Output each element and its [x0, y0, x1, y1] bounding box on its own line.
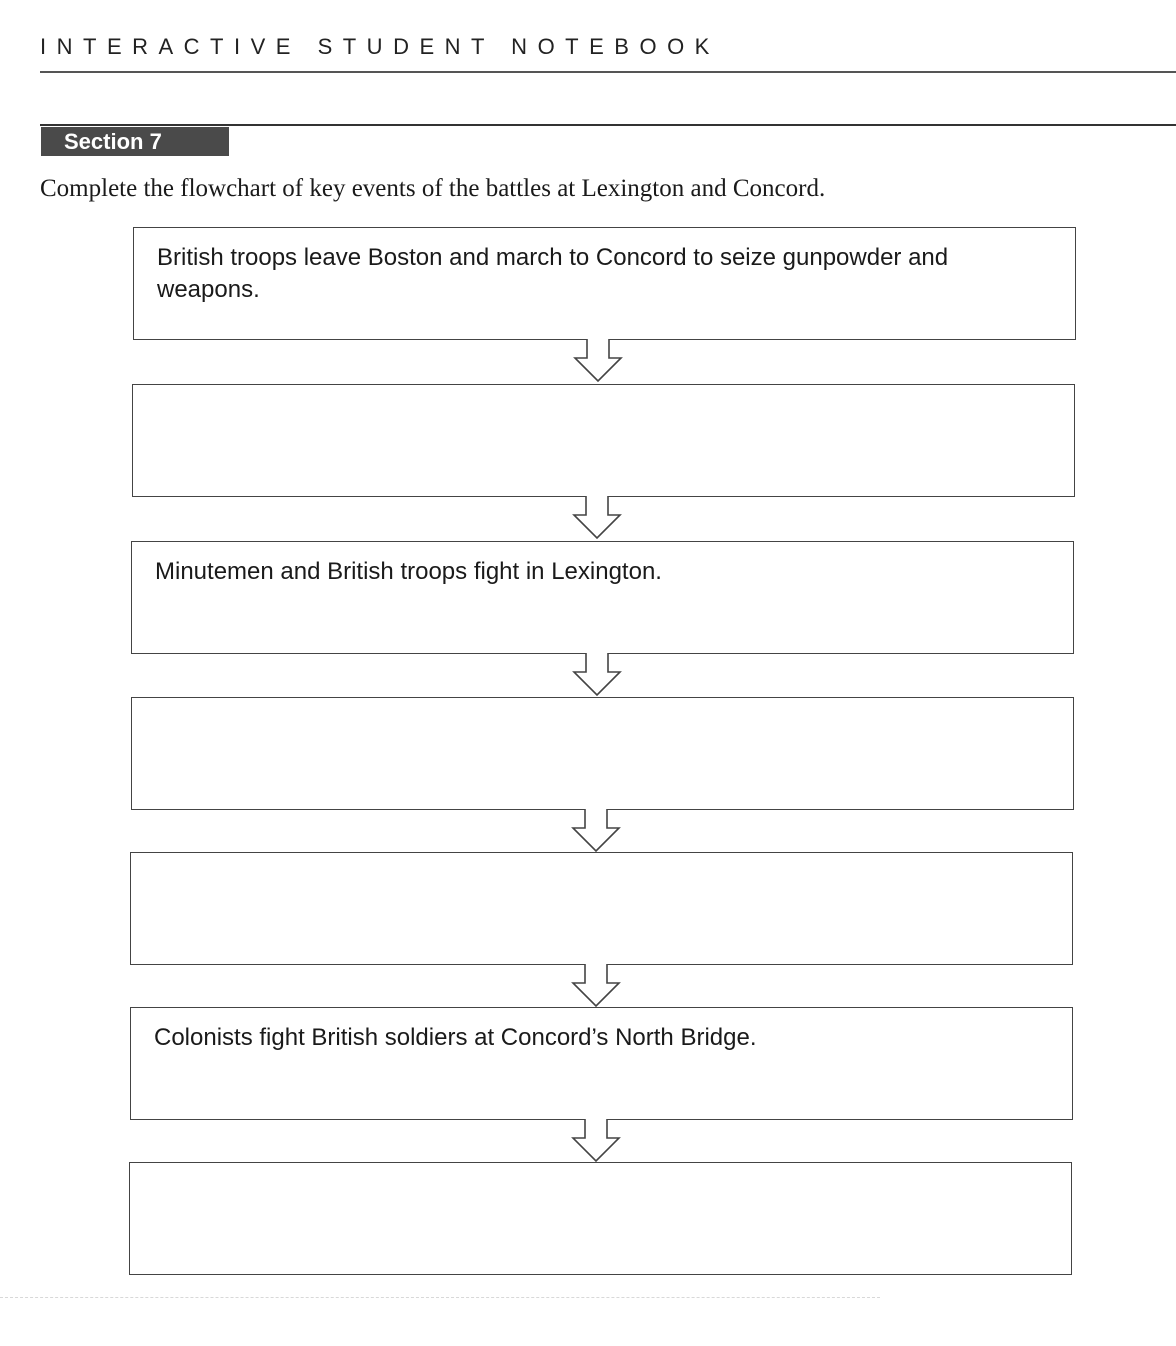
flow-box-7[interactable]	[129, 1162, 1072, 1275]
flow-box-3: Minutemen and British troops fight in Lexington.	[131, 541, 1074, 654]
down-arrow-icon	[568, 961, 624, 1009]
flow-box-6: Colonists fight British soldiers at Concord’s North Bridge.	[130, 1007, 1073, 1120]
down-arrow-icon	[568, 806, 624, 854]
header-divider	[40, 71, 1176, 73]
flow-box-5[interactable]	[130, 852, 1073, 965]
section-label: Section 7	[41, 127, 229, 156]
section-divider	[40, 124, 1176, 126]
instructions-text: Complete the flowchart of key events of the battles at Lexington and Concord.	[40, 175, 826, 202]
down-arrow-icon	[568, 1116, 624, 1164]
down-arrow-icon	[569, 493, 625, 541]
down-arrow-icon	[569, 650, 625, 698]
flow-box-1: British troops leave Boston and march to Concord to seize gunpowder and weapons.	[133, 227, 1076, 340]
footer-divider	[0, 1297, 880, 1298]
down-arrow-icon	[570, 336, 626, 384]
flow-box-2[interactable]	[132, 384, 1075, 497]
flow-box-4[interactable]	[131, 697, 1074, 810]
notebook-title: INTERACTIVE STUDENT NOTEBOOK	[40, 34, 720, 59]
